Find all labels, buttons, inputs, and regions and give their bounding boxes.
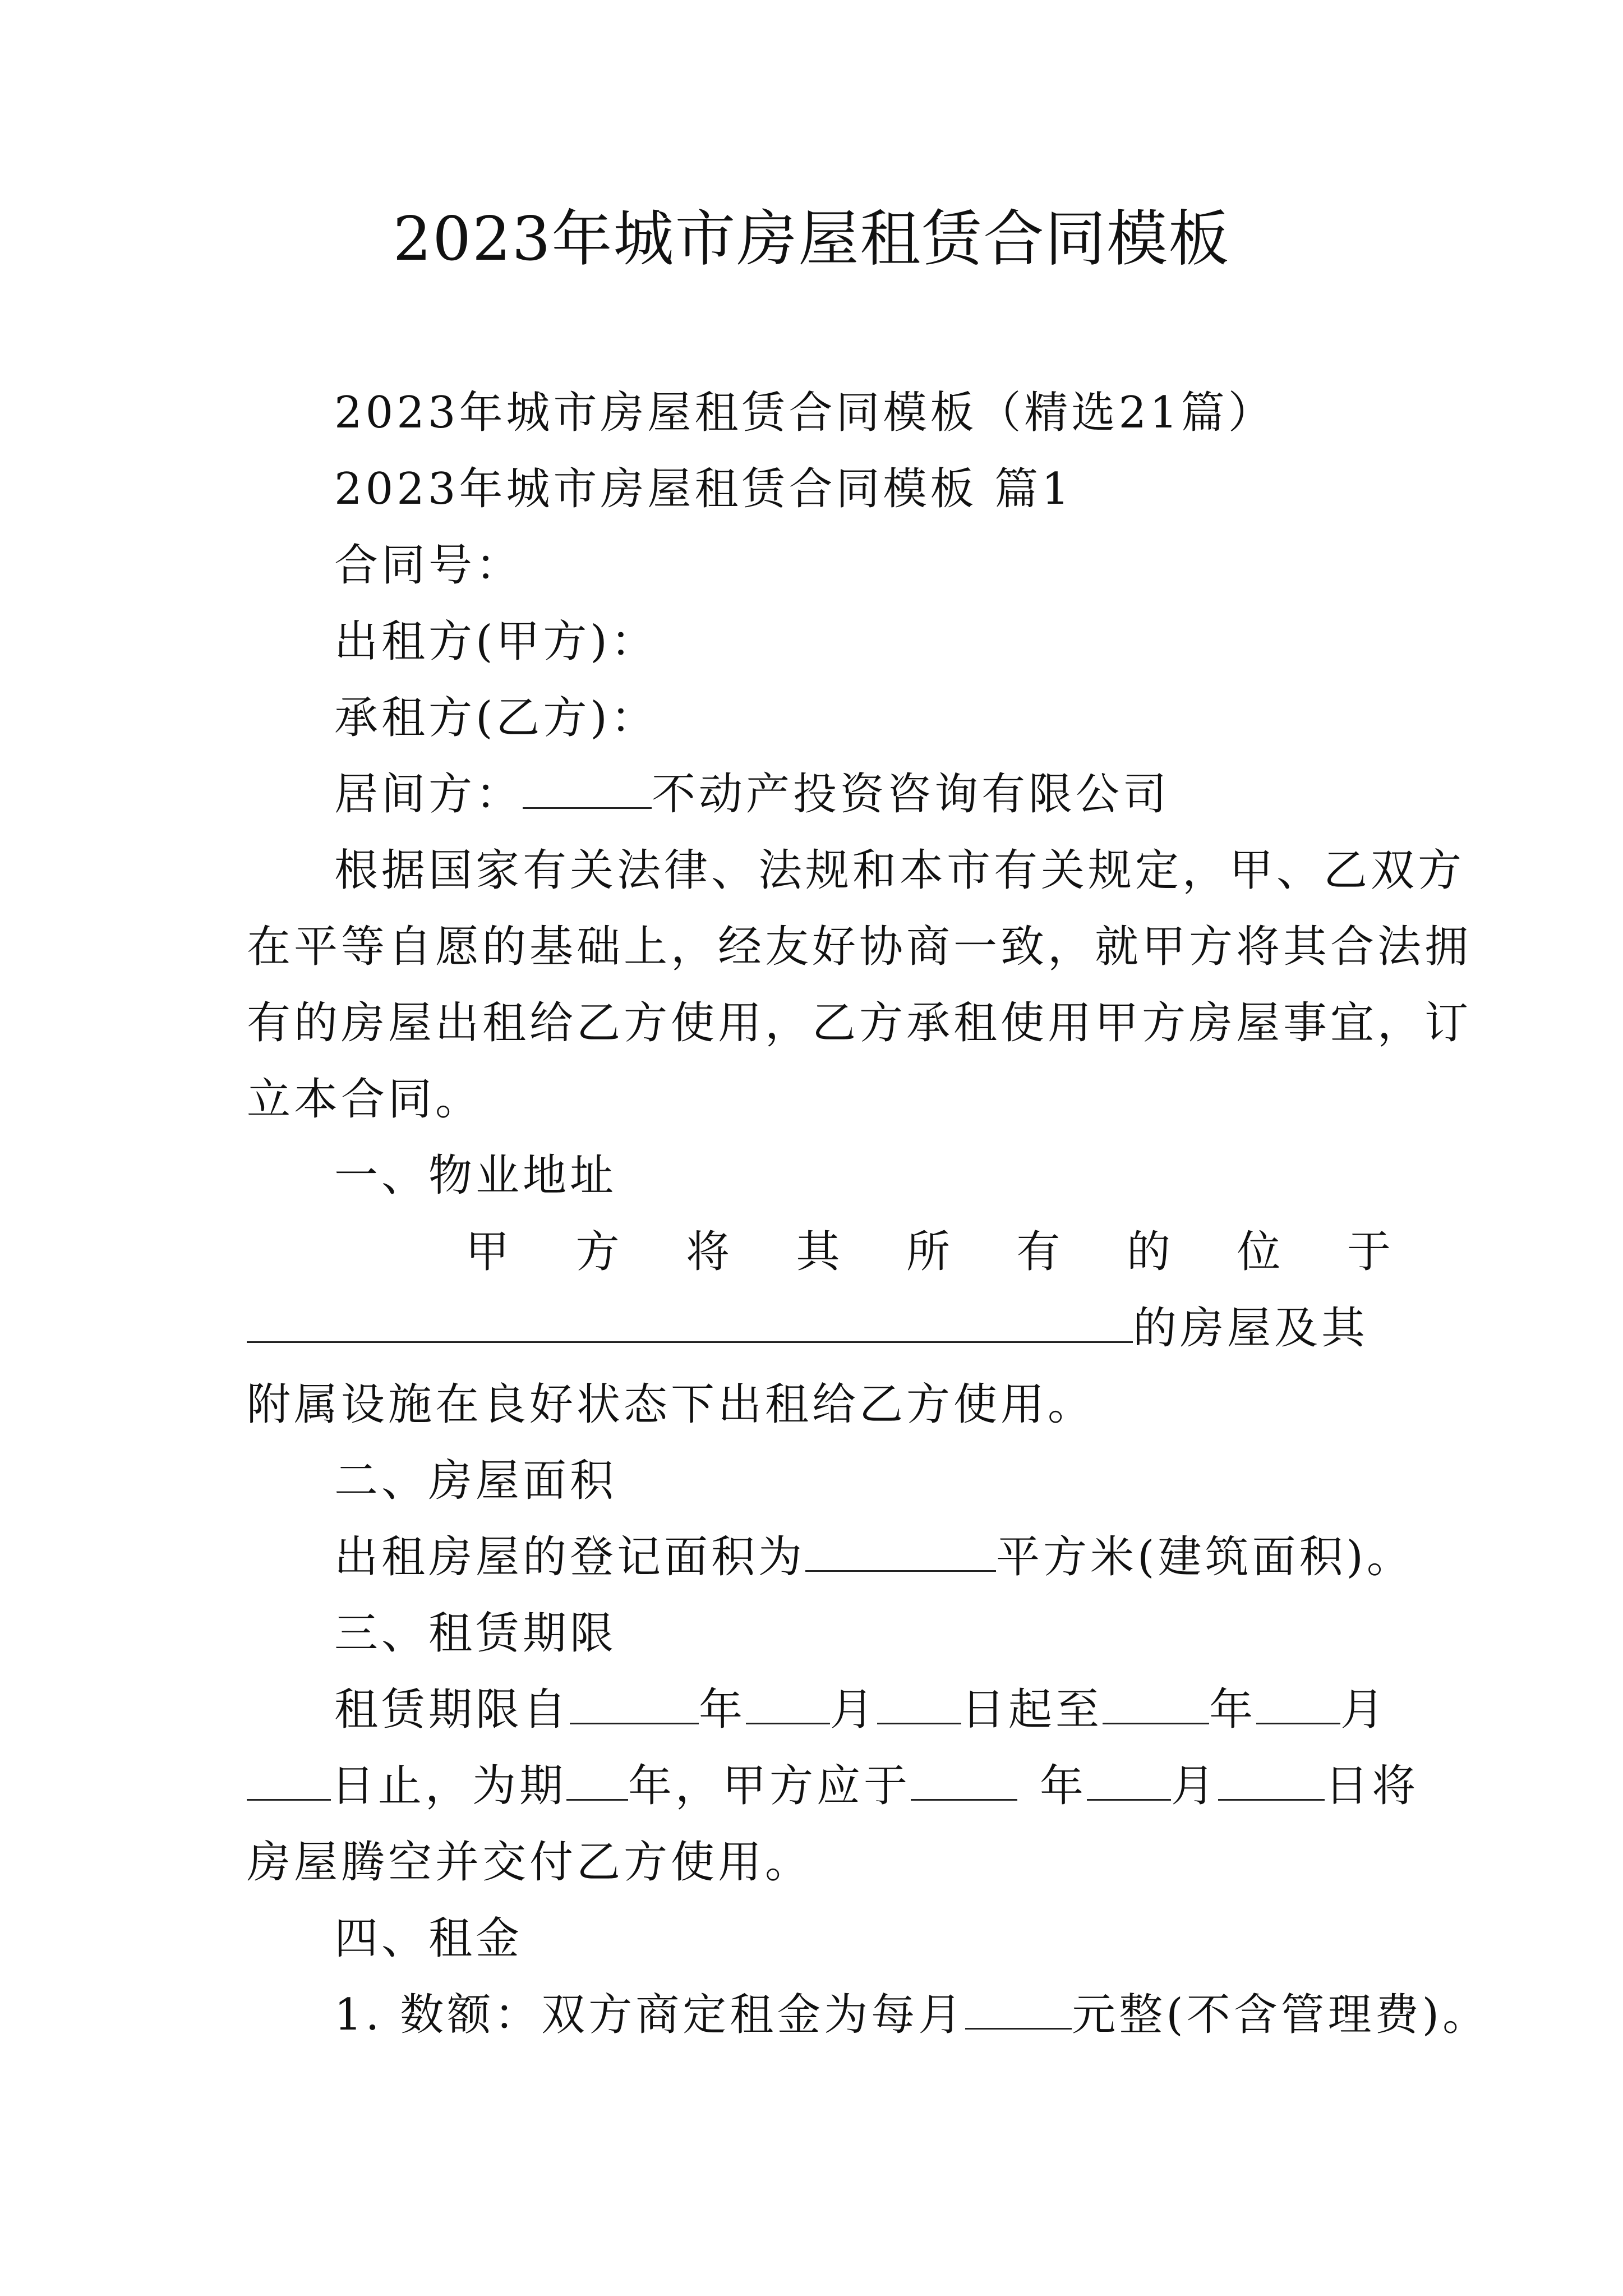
broker-label: 居间方： (334, 769, 523, 820)
intro-line-4: 立本合同。 (247, 1074, 483, 1125)
term-to-label: 日起至 (961, 1685, 1103, 1735)
area-label: 出租房屋的登记面积为 (334, 1532, 806, 1582)
end-year-blank (1103, 1686, 1209, 1724)
rent-amount-blank (965, 1991, 1072, 2030)
term-year-label: 年 (699, 1685, 746, 1735)
term-month-label: 月 (830, 1685, 878, 1735)
start-month-blank (746, 1686, 830, 1724)
term-end-month-label: 月 (1340, 1685, 1388, 1735)
intro-line-1: 根据国家有关法律、法规和本市有关规定，甲、乙双方 (334, 845, 1465, 896)
broker-blank (523, 770, 652, 809)
start-day-blank (877, 1686, 961, 1724)
handover-label: 年，甲方应于 (628, 1761, 911, 1811)
handover-day-label: 日将 (1325, 1761, 1419, 1811)
lessor-field: 出租方(甲方)： (334, 616, 658, 667)
section-4-item-1 (247, 1977, 1490, 2053)
intro-line-2: 在平等自愿的基础上，经友好协商一致，就甲方将其合法拥 (247, 922, 1472, 972)
rent-unit: 元整(不含管理费)。 (1072, 1990, 1490, 2040)
document-body (247, 375, 1490, 2053)
end-month-blank (1256, 1686, 1340, 1724)
handover-year-blank (911, 1762, 1017, 1801)
section-3-line-2 (247, 1748, 1419, 1824)
chapter-heading: 2023年城市房屋租赁合同模板 篇1 (334, 464, 1073, 514)
end-day-blank (247, 1762, 331, 1801)
address-blank (247, 1304, 1133, 1343)
section-1-line-2 (247, 1290, 1391, 1366)
section-3-line-3: 房屋腾空并交付乙方使用。 (247, 1837, 813, 1888)
section-2-area (247, 1519, 1414, 1595)
section-1-heading: 一、物业地址 (334, 1151, 617, 1201)
section-3-line-1 (247, 1672, 1391, 1748)
document-title: 2023年城市房屋租赁合同模板 (393, 204, 1230, 274)
lessee-field: 承租方(乙方)： (334, 693, 658, 743)
contract-number-field: 合同号： (334, 540, 523, 591)
document-subtitle: 2023年城市房屋租赁合同模板（精选21篇） (334, 388, 1275, 438)
area-unit: 平方米(建筑面积)。 (996, 1532, 1414, 1582)
section-1-line-1: 甲方将其所有的位于 (465, 1227, 1391, 1277)
section-2-heading: 二、房屋面积 (334, 1456, 617, 1506)
handover-day-blank (1218, 1762, 1325, 1801)
intro-line-3: 有的房屋出租给乙方使用，乙方承租使用甲方房屋事宜，订 (247, 998, 1472, 1048)
section-3-heading: 三、租赁期限 (334, 1608, 617, 1659)
broker-field (247, 756, 1391, 832)
start-year-blank (570, 1686, 699, 1724)
section-1-line-3: 附属设施在良好状态下出租给乙方使用。 (247, 1379, 1095, 1430)
section-1-line-2-text: 的房屋及其 (1133, 1303, 1369, 1354)
term-end-label: 日止，为期 (331, 1761, 567, 1811)
broker-company: 不动产投资咨询有限公司 (652, 769, 1170, 820)
section-4-heading: 四、租金 (334, 1913, 523, 1964)
handover-month-label: 月 (1171, 1761, 1219, 1811)
term-label: 租赁期限自 (334, 1685, 570, 1735)
rent-label: 1. 数额：双方商定租金为每月 (334, 1990, 966, 2040)
handover-year-label: 年 (1040, 1761, 1087, 1811)
area-blank (805, 1533, 996, 1572)
duration-blank (566, 1762, 628, 1801)
handover-month-blank (1087, 1762, 1171, 1801)
term-end-year-label: 年 (1209, 1685, 1257, 1735)
